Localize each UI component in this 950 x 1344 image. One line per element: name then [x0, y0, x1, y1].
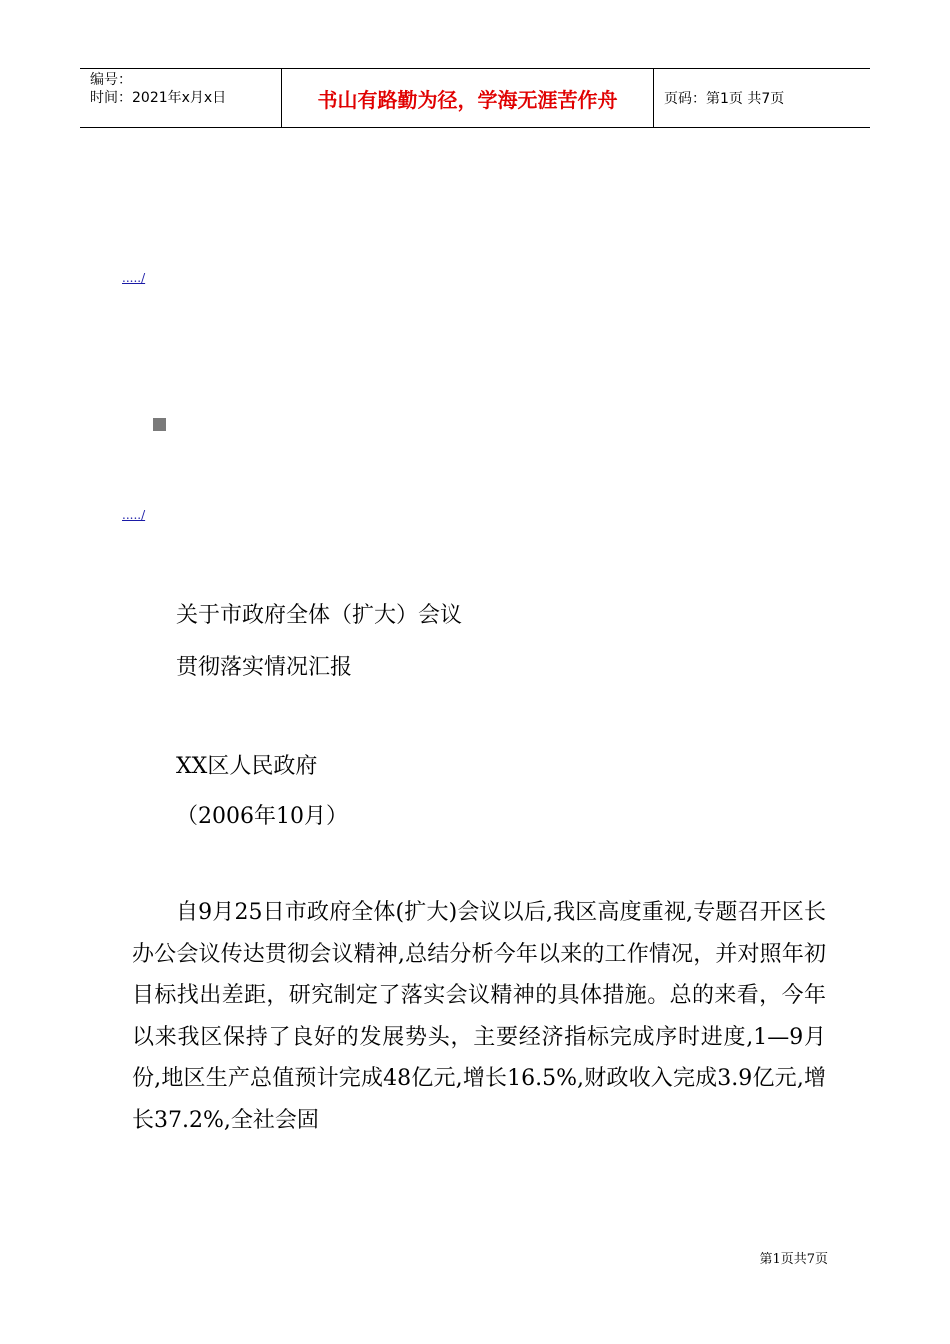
header-page-info: 页码：第1页 共7页	[664, 91, 785, 107]
header-motto: 书山有路勤为径，学海无涯苦作舟	[282, 69, 654, 127]
header-meta	[80, 69, 282, 127]
document-title-line2: 贯彻落实情况汇报	[176, 655, 353, 680]
page-header	[80, 68, 870, 128]
top-link[interactable]: ...../	[122, 271, 146, 285]
middle-link[interactable]: ...../	[122, 508, 146, 522]
header-time-label: 时间：2021年x月x日	[90, 90, 227, 106]
document-title-line1: 关于市政府全体（扩大）会议	[176, 603, 463, 628]
page-footer: 第1页共7页	[759, 1252, 828, 1267]
document-paragraph: 自9月25日市政府全体(扩大)会议以后,我区高度重视,专题召开区长办公会议传达贯彻会议精神,总结分析今年以来的工作情况，并对照年初目标找出差距，研究制定了落实会议精神的具体措施。总的来看，今年以来我区保持了良好的发展势头，主要经济指标完成序时进度,1—9月份,地区生产总值预计完成48亿元,增长16.5%,财政收入完成3.9亿元,增长37.2%,全社会固	[132, 900, 826, 1133]
header-number-label: 编号：	[90, 72, 132, 88]
document-date: （2006年10月）	[176, 804, 348, 829]
square-icon	[153, 418, 166, 431]
document-author: XX区人民政府	[176, 754, 318, 779]
